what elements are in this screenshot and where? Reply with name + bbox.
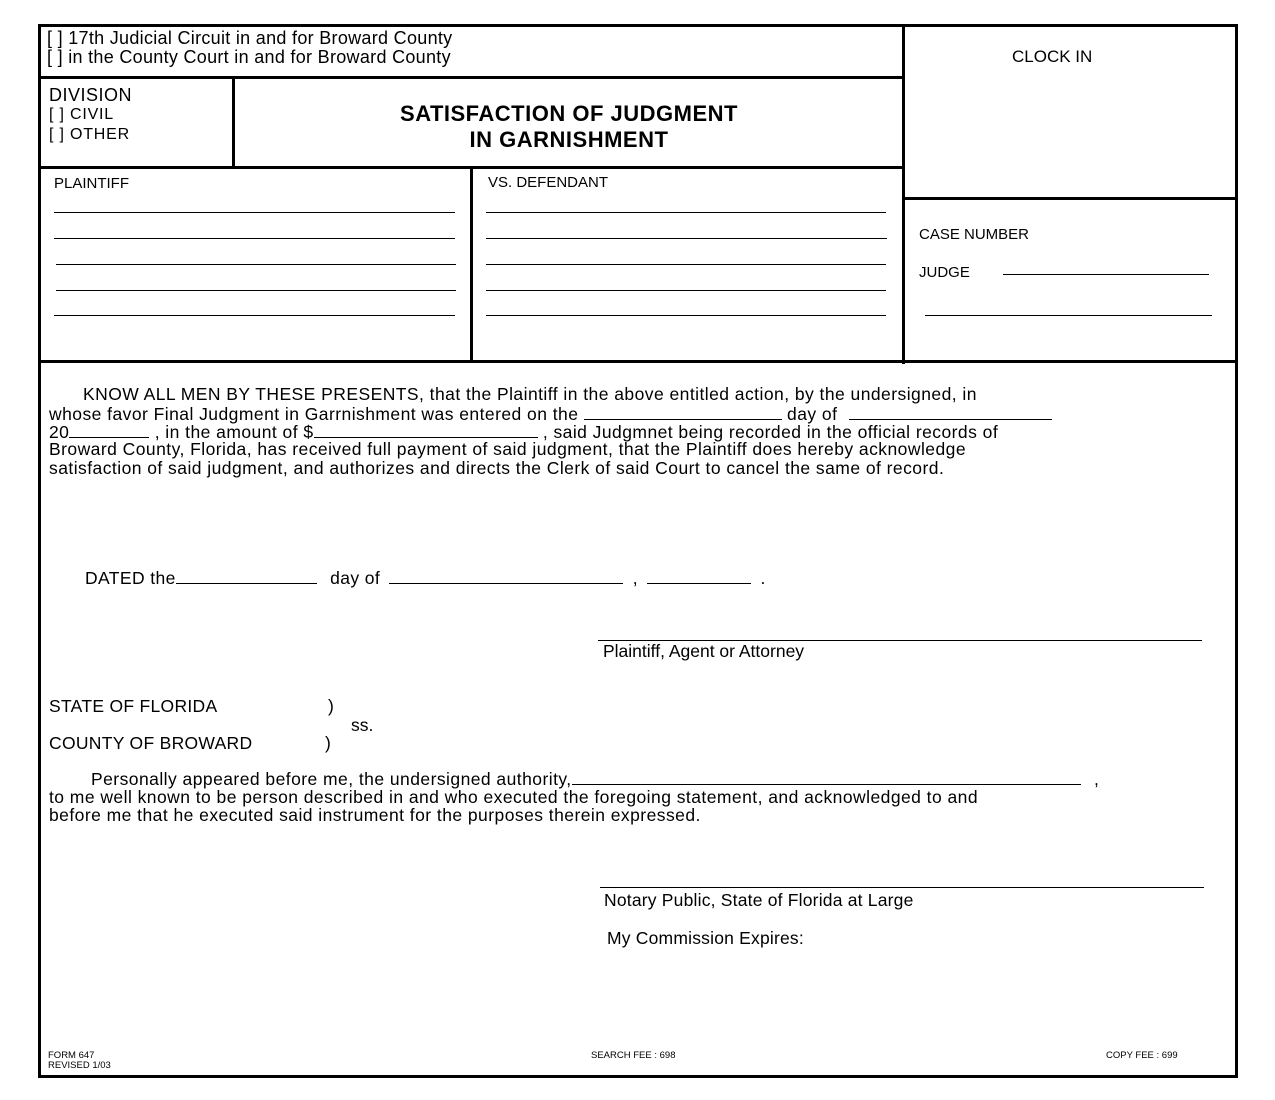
division-other-checkbox[interactable]: [ ] OTHER	[49, 126, 130, 143]
plaintiff-line-2[interactable]	[54, 238, 455, 239]
division-label: DIVISION	[49, 85, 133, 105]
divider-division-title	[232, 76, 235, 169]
defendant-line-3[interactable]	[486, 264, 886, 265]
body-text-3b: , in the amount of $	[154, 422, 314, 442]
judgment-month-blank[interactable]	[849, 404, 1052, 420]
clock-in-label: CLOCK IN	[1012, 47, 1093, 66]
body-text-1: KNOW ALL MEN BY THESE PRESENTS, that the Plaintiff in the above entitled action, by the undersigned, in	[83, 384, 977, 404]
notary-line-2	[49, 788, 1209, 807]
dated-year-blank[interactable]	[647, 568, 751, 584]
notary-line-3	[49, 806, 1209, 825]
body-text-4: Broward County, Florida, has received full payment of said judgment, that the Plaintiff does hereby acknowledge	[49, 439, 967, 459]
dated-the-label: DATED the	[85, 568, 176, 588]
body-text-2b: day of	[787, 404, 838, 424]
notary-text-2: to me well known to be person described in and who executed the foregoing statement, and acknowledged to and	[49, 787, 979, 807]
notary-signature-line[interactable]	[600, 887, 1204, 888]
county-paren: )	[325, 733, 331, 753]
form-frame	[38, 24, 1238, 1078]
defendant-line-5[interactable]	[486, 315, 886, 316]
judge-label: JUDGE	[919, 264, 970, 281]
form-revised: REVISED 1/03	[48, 1060, 111, 1071]
plaintiff-line-5[interactable]	[54, 315, 455, 316]
divider-court-lines	[38, 76, 904, 79]
amount-blank[interactable]	[314, 422, 538, 438]
state-of-florida: STATE OF FLORIDA	[49, 696, 218, 716]
notary-text-1b: ,	[1093, 769, 1100, 789]
defendant-line-2[interactable]	[486, 238, 887, 239]
copy-fee: COPY FEE : 699	[1106, 1050, 1178, 1061]
notary-text-1a: Personally appeared before me, the undersigned authority,	[91, 769, 572, 789]
dated-line	[85, 568, 766, 589]
body-line-1	[49, 385, 1209, 404]
body-line-4	[49, 440, 1209, 459]
defendant-line-4[interactable]	[486, 290, 886, 291]
judge-line[interactable]	[1003, 274, 1209, 275]
body-text-2a: whose favor Final Judgment in Garrnishment was entered on the	[49, 404, 579, 424]
divider-header-bottom	[38, 360, 1238, 363]
judgment-day-blank[interactable]	[584, 404, 782, 420]
commission-expires-label: My Commission Expires:	[607, 928, 804, 948]
dated-day-of-label: day of	[330, 568, 381, 588]
body-line-2	[49, 404, 1209, 424]
body-line-5	[49, 459, 1209, 478]
dated-day-blank[interactable]	[176, 568, 317, 584]
form-number: FORM 647	[48, 1050, 95, 1061]
divider-clock-in	[902, 197, 1238, 200]
court-line-circuit: [ ] 17th Judicial Circuit in and for Broward County	[47, 28, 453, 48]
notary-public-label: Notary Public, State of Florida at Large	[604, 890, 914, 910]
judgment-year-blank[interactable]	[69, 422, 149, 438]
notary-text-3: before me that he executed said instrument for the purposes therein expressed.	[49, 805, 701, 825]
search-fee: SEARCH FEE : 698	[591, 1050, 676, 1061]
body-text-3a: 20	[49, 422, 70, 442]
dated-period: .	[760, 568, 766, 588]
form-title-line-1: SATISFACTION OF JUDGMENT	[400, 101, 738, 126]
court-line-county: [ ] in the County Court in and for Broward County	[47, 47, 451, 67]
plaintiff-label: PLAINTIFF	[54, 175, 130, 192]
form-title-line-2: IN GARNISHMENT	[469, 127, 669, 152]
plaintiff-line-1[interactable]	[54, 212, 455, 213]
division-civil-checkbox[interactable]: [ ] CIVIL	[49, 106, 114, 123]
case-extra-line[interactable]	[925, 315, 1212, 316]
ss-label: ss.	[351, 715, 374, 735]
body-text-3c: , said Judgmnet being recorded in the official records of	[542, 422, 999, 442]
dated-comma: ,	[632, 568, 638, 588]
appeared-name-blank[interactable]	[572, 769, 1081, 785]
defendant-line-1[interactable]	[486, 212, 886, 213]
dated-month-blank[interactable]	[389, 568, 623, 584]
divider-parties	[470, 166, 473, 363]
state-paren: )	[328, 696, 334, 716]
body-text-5: satisfaction of said judgment, and authorizes and directs the Clerk of said Court to cancel the same of record.	[49, 458, 945, 478]
plaintiff-signature-label: Plaintiff, Agent or Attorney	[603, 641, 805, 661]
case-number-label: CASE NUMBER	[919, 226, 1030, 243]
defendant-label: VS. DEFENDANT	[488, 174, 609, 191]
plaintiff-line-3[interactable]	[56, 264, 456, 265]
divider-clock-column	[902, 24, 905, 364]
county-of-broward: COUNTY OF BROWARD	[49, 733, 253, 753]
notary-line-1	[49, 769, 1209, 789]
plaintiff-line-4[interactable]	[56, 290, 456, 291]
